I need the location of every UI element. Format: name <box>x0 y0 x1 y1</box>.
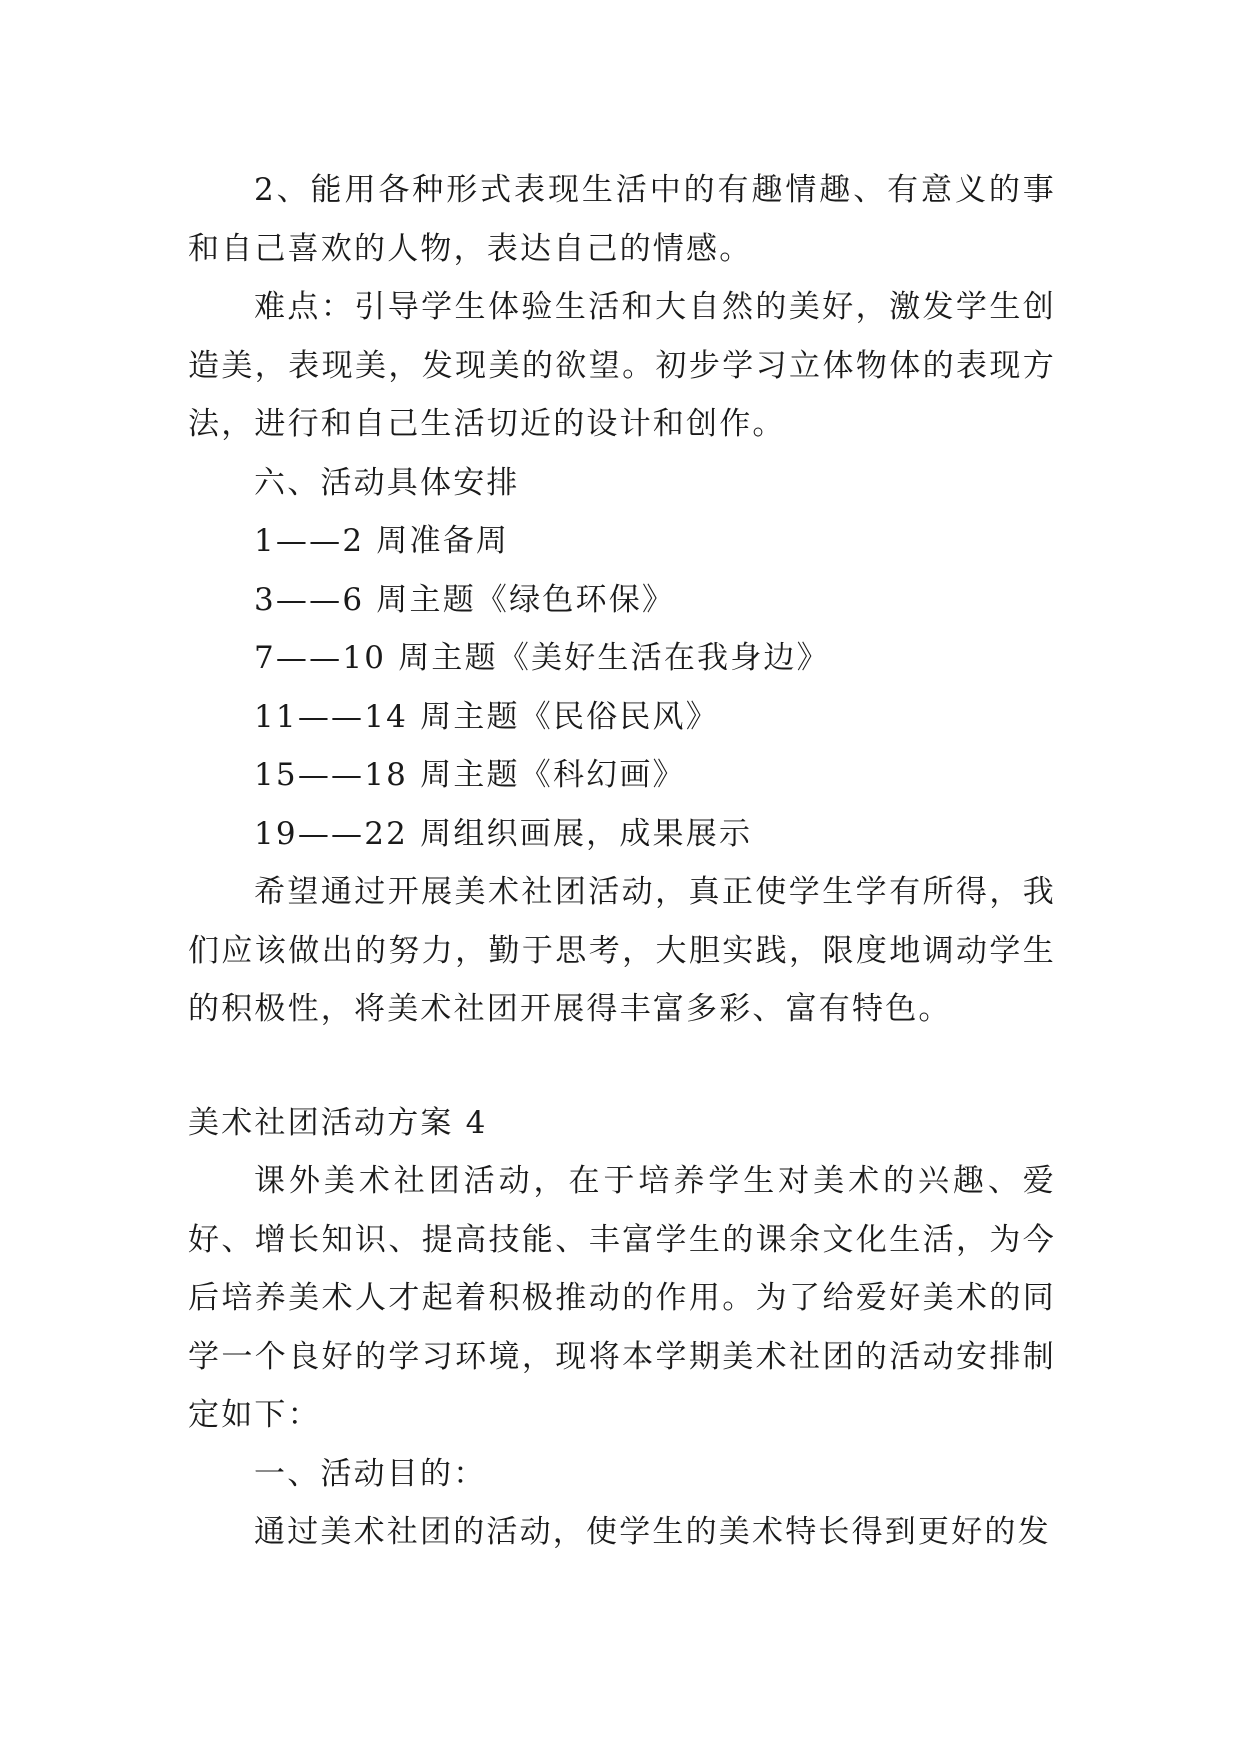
paragraph: 通过美术社团的活动，使学生的美术特长得到更好的发 <box>254 1514 1051 1550</box>
paragraph: 难点：引导学生体验生活和大自然的美好，激发学生创造美，表现美，发现美的欲望。初步学习立体物体的表现方法，进行和自己生活切近的设计和创作。 <box>188 289 1056 442</box>
section-heading: 六、活动具体安排 <box>254 464 520 501</box>
schedule-item: 1——2 周准备周 <box>254 523 510 559</box>
schedule-item: 15——18 周主题《科幻画》 <box>254 757 686 793</box>
schedule-item: 11——14 周主题《民俗民风》 <box>254 698 719 735</box>
paragraph: 2、能用各种形式表现生活中的有趣情趣、有意义的事和自己喜欢的人物，表达自己的情感。 <box>188 172 1056 267</box>
document-body <box>188 161 1056 1562</box>
schedule-item: 3——6 周主题《绿色环保》 <box>254 581 676 618</box>
schedule-item: 7——10 周主题《美好生活在我身边》 <box>254 640 830 676</box>
paragraph: 希望通过开展美术社团活动，真正使学生学有所得，我们应该做出的努力，勤于思考，大胆实践，限度地调动学生的积极性，将美术社团开展得丰富多彩、富有特色。 <box>188 874 1056 1027</box>
schedule-item: 19——22 周组织画展，成果展示 <box>254 815 753 852</box>
section-title: 美术社团活动方案 4 <box>188 1104 488 1141</box>
section-heading: 一、活动目的： <box>254 1455 487 1492</box>
section-spacer <box>188 1039 1056 1094</box>
paragraph: 课外美术社团活动，在于培养学生对美术的兴趣、爱好、增长知识、提高技能、丰富学生的课余文化生活，为今后培养美术人才起着积极推动的作用。为了给爱好美术的同学一个良好的学习环境，现将本学期美术社团的活动安排制定如下： <box>188 1163 1056 1433</box>
